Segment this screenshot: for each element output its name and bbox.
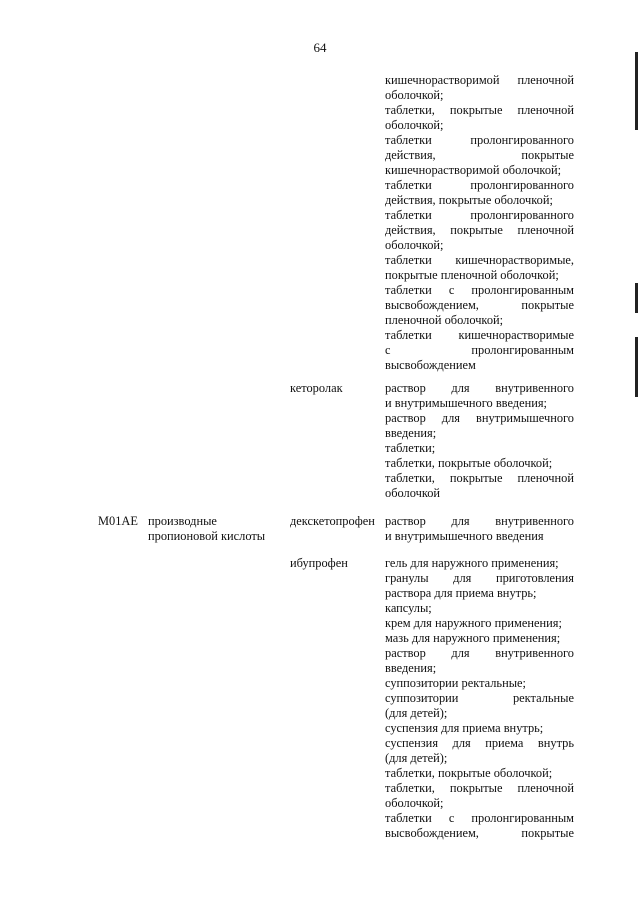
dosage-form-line: таблетки пролонгированного <box>385 178 574 192</box>
dosage-form-line: оболочкой <box>385 486 441 500</box>
dosage-form-line: таблетки, покрытые пленочной <box>385 103 574 117</box>
dosage-form-line: раствор для внутривенного <box>385 646 574 660</box>
atc-code <box>98 514 146 529</box>
page-number: 64 <box>313 40 327 55</box>
dosage-form-line: суспензия для приема внутрь <box>385 736 574 750</box>
dosage-form-line: таблетки пролонгированного <box>385 133 574 147</box>
drug-name <box>290 556 382 571</box>
dosage-form-line: действия, покрытые <box>385 148 574 162</box>
dosage-form-line: кишечнорастворимой пленочной <box>385 73 574 87</box>
dosage-form-line: гранулы для приготовления <box>385 571 574 585</box>
dosage-form-line: гель для наружного применения; <box>385 556 559 570</box>
atc-group-line: пропионовой кислоты <box>148 529 266 543</box>
dosage-form-line: таблетки кишечнорастворимые <box>385 328 574 342</box>
dosage-form-line: таблетки кишечнорастворимые, <box>385 253 574 267</box>
dosage-form-line: и внутримышечного введения; <box>385 396 547 410</box>
dosage-form-line: введения; <box>385 661 437 675</box>
dosage-form-line: таблетки пролонгированного <box>385 208 574 222</box>
dosage-form-line: раствор для внутривенного <box>385 381 574 395</box>
dosage-form-line: пленочной оболочкой; <box>385 313 504 327</box>
dosage-form-line: суппозитории ректальные; <box>385 676 526 690</box>
dosage-form-line: и внутримышечного введения <box>385 529 544 543</box>
dosage-form-line: оболочкой; <box>385 796 444 810</box>
drug-name <box>290 514 382 529</box>
scan-edge-mark <box>635 337 638 397</box>
dosage-form-line: таблетки, покрытые пленочной <box>385 471 574 485</box>
dosage-form-line: оболочкой; <box>385 88 444 102</box>
dosage-form-line: крем для наружного применения; <box>385 616 562 630</box>
dosage-forms <box>385 514 574 544</box>
dosage-form-line: покрытые пленочной оболочкой; <box>385 268 559 282</box>
dosage-forms <box>385 556 574 841</box>
drug-name-text: ибупрофен <box>290 556 348 570</box>
dosage-form-line: таблетки, покрытые оболочкой; <box>385 766 553 780</box>
dosage-form-line: действия, покрытые оболочкой; <box>385 193 553 207</box>
dosage-form-line: действия, покрытые пленочной <box>385 223 574 237</box>
atc-group <box>148 514 284 544</box>
dosage-form-line: кишечнорастворимой оболочкой; <box>385 163 562 177</box>
dosage-form-line: раствор для внутримышечного <box>385 411 574 425</box>
dosage-form-line: раствор для внутривенного <box>385 514 574 528</box>
dosage-form-line: высвобождением, покрытые <box>385 298 574 312</box>
dosage-forms <box>385 381 574 501</box>
dosage-form-line: капсулы; <box>385 601 432 615</box>
atc-code-text: M01AE <box>98 514 138 528</box>
dosage-form-line: мазь для наружного применения; <box>385 631 561 645</box>
dosage-form-line: оболочкой; <box>385 118 444 132</box>
atc-group-line: производные <box>148 514 217 528</box>
dosage-forms <box>385 73 574 373</box>
dosage-form-line: раствора для приема внутрь; <box>385 586 537 600</box>
dosage-form-line: таблетки; <box>385 441 436 455</box>
scan-edge-mark <box>635 283 638 313</box>
dosage-form-line: высвобождением, покрытые <box>385 826 574 840</box>
dosage-form-line: (для детей); <box>385 751 448 765</box>
dosage-form-line: оболочкой; <box>385 238 444 252</box>
dosage-form-line: введения; <box>385 426 437 440</box>
dosage-form-line: таблетки с пролонгированным <box>385 283 574 297</box>
scan-edge-mark <box>635 52 638 130</box>
dosage-form-line: с пролонгированным <box>385 343 574 357</box>
dosage-form-line: таблетки, покрытые оболочкой; <box>385 456 553 470</box>
dosage-form-line: таблетки, покрытые пленочной <box>385 781 574 795</box>
dosage-form-line: (для детей); <box>385 706 448 720</box>
drug-name-text: декскетопрофен <box>290 514 375 528</box>
dosage-form-line: суспензия для приема внутрь; <box>385 721 544 735</box>
dosage-form-line: суппозитории ректальные <box>385 691 574 705</box>
drug-name-text: кеторолак <box>290 381 343 395</box>
dosage-form-line: высвобождением <box>385 358 476 372</box>
drug-name <box>290 381 382 396</box>
dosage-form-line: таблетки с пролонгированным <box>385 811 574 825</box>
